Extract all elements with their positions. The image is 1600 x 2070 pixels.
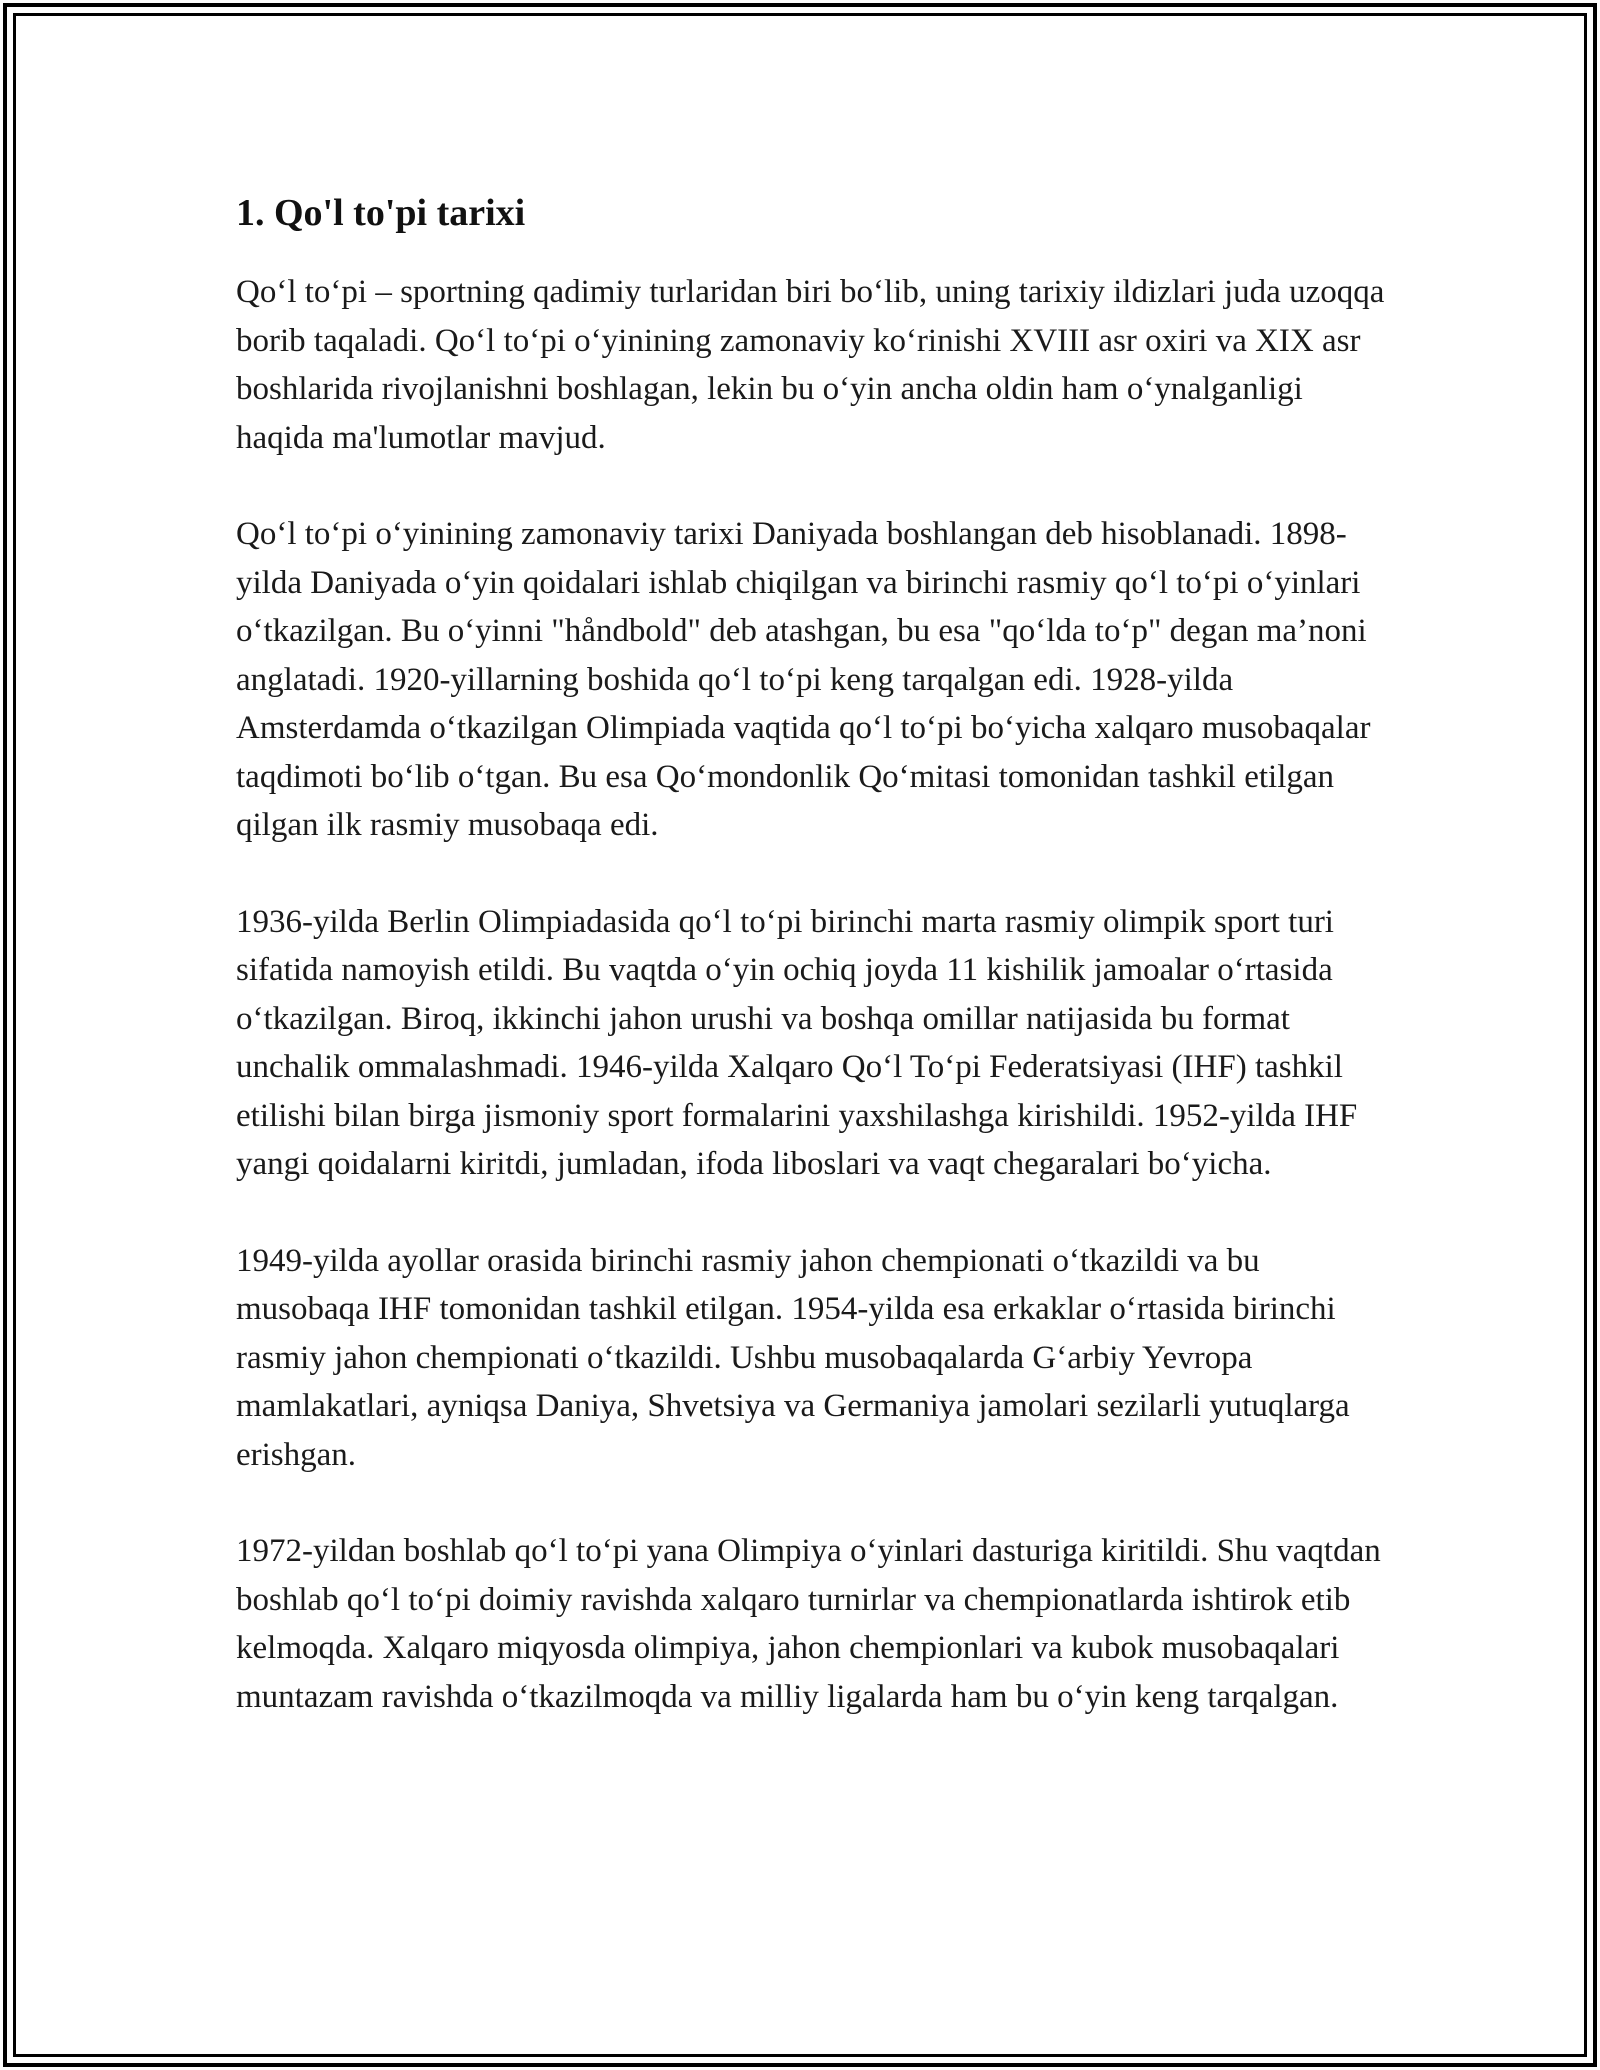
paragraph-2: Qo‘l to‘pi o‘yinining zamonaviy tarixi Daniyada boshlangan deb hisoblanadi. 1898-yilda Daniyada o‘yin qoidalari ishlab chiqilgan va birinchi rasmiy qo‘l to‘pi o‘yinlari o‘tkazilgan. Bu o‘yinni "håndbold" deb atashgan, bu esa "qo‘lda to‘p" degan ma’noni anglatadi. 1920-yillarning boshida qo‘l to‘pi keng tarqalgan edi. 1928-yilda Amsterdamda o‘tkazilgan Olimpiada vaqtida qo‘l to‘pi bo‘yicha xalqaro musobaqalar taqdimoti bo‘lib o‘tgan. Bu esa Qo‘mondonlik Qo‘mitasi tomonidan tashkil etilgan qilgan ilk rasmiy musobaqa edi.	[236, 516, 1371, 843]
paragraph-5: 1972-yildan boshlab qo‘l to‘pi yana Olimpiya o‘yinlari dasturiga kiritildi. Shu vaqtdan boshlab qo‘l to‘pi doimiy ravishda xalqaro turnirlar va chempionatlarda ishtirok etib kelmoqda. Xalqaro miqyosda olimpiya, jahon chempionlari va kubok musobaqalari muntazam ravishda o‘tkazilmoqda va milliy ligalarda ham bu o‘yin keng tarqalgan.	[236, 1533, 1381, 1715]
paragraph-1: Qo‘l to‘pi – sportning qadimiy turlaridan biri bo‘lib, uning tarixiy ildizlari juda uzoqqa borib taqaladi. Qo‘l to‘pi o‘yinining zamonaviy ko‘rinishi XVIII asr oxiri va XIX asr boshlarida rivojlanishni boshlagan, lekin bu o‘yin ancha oldin ham o‘ynalganligi haqida ma'lumotlar mavjud.	[236, 274, 1385, 456]
paragraph-3: 1936-yilda Berlin Olimpiadasida qo‘l to‘pi birinchi marta rasmiy olimpik sport turi sifatida namoyish etildi. Bu vaqtda o‘yin ochiq joyda 11 kishilik jamoalar o‘rtasida o‘tkazilgan. Biroq, ikkinchi jahon urushi va boshqa omillar natijasida bu format unchalik ommalashmadi. 1946-yilda Xalqaro Qo‘l To‘pi Federatsiyasi (IHF) tashkil etilishi bilan birga jismoniy sport formalarini yaxshilashga kirishildi. 1952-yilda IHF yangi qoidalarni kiritdi, jumladan, ifoda liboslari va vaqt chegaralari bo‘yicha.	[236, 903, 1358, 1182]
paragraph-4: 1949-yilda ayollar orasida birinchi rasmiy jahon chempionati o‘tkazildi va bu musobaqa IHF tomonidan tashkil etilgan. 1954-yilda esa erkaklar o‘rtasida birinchi rasmiy jahon chempionati o‘tkazildi. Ushbu musobaqalarda G‘arbiy Yevropa mamlakatlari, ayniqsa Daniya, Shvetsiya va Germaniya jamolari sezilarli yutuqlarga erishgan.	[236, 1242, 1350, 1473]
section-heading: 1. Qo'l to'pi tarixi	[236, 192, 526, 234]
document-body	[236, 186, 1396, 1769]
